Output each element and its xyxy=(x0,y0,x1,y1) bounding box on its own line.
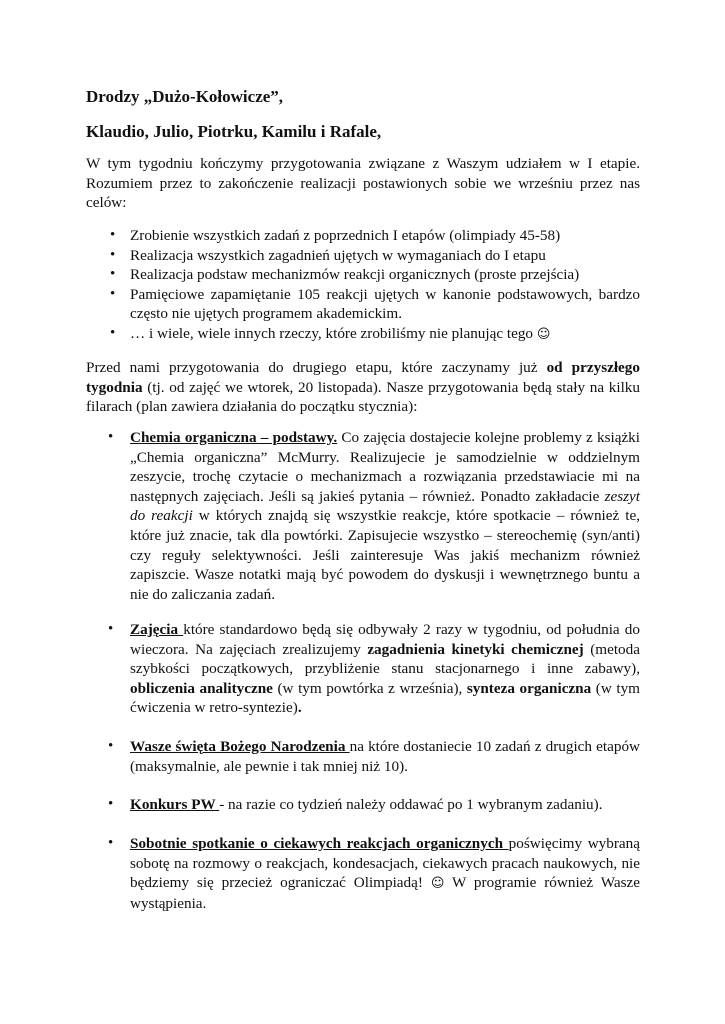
bullet-icon: • xyxy=(110,266,116,283)
smiley-icon: ☺ xyxy=(430,876,445,892)
list-item: • Pamięciowe zapamiętanie 105 reakcji ujętych w kanonie podstawowych, bardzo często nie ujętych programem akademickim. xyxy=(110,285,640,323)
section-classes: • Zajęcia które standardowo będą się odbywały 2 razy w tygodniu, od południa do wieczora. Na zajęciach zrealizujemy zagadnienia kinetyki chemicznej (metoda szybkości początkowych, przybliżenie stanu stacjonarnego i inne zabawy), obliczenia analityczne (w tym powtórka z września), synteza organiczna (w tym ćwiczenia w retro-syntezie). xyxy=(108,621,640,717)
bullet-icon: • xyxy=(108,621,114,637)
bullet-icon: • xyxy=(110,246,116,263)
intro-paragraph: W tym tygodniu kończymy przygotowania związane z Waszym udziałem w I etapie. Rozumiem przez to zakończenie realizacji postawionych sobie we wrześniu przez nas celów: xyxy=(86,155,640,211)
section-title: Sobotnie spotkanie o ciekawych reakcjach organicznych xyxy=(130,835,509,852)
smiley-icon: ☺ xyxy=(536,326,551,342)
section-pw-contest: • Konkurs PW - na razie co tydzień należy oddawać po 1 wybranym zadaniu). xyxy=(108,796,603,813)
list-item: • Realizacja podstaw mechanizmów reakcji organicznych (proste przejścia) xyxy=(110,266,580,284)
section-title: Wasze święta Bożego Narodzenia xyxy=(130,738,350,755)
list-item: • Realizacja wszystkich zagadnień ujętych w wymaganiach do I etapu xyxy=(110,246,546,264)
section-title: Zajęcia xyxy=(130,621,184,638)
bullet-icon: • xyxy=(108,738,114,754)
section-title: Konkurs PW xyxy=(130,796,220,813)
list-item: • Zrobienie wszystkich zadań z poprzednich I etapów (olimpiady 45-58) xyxy=(110,227,561,244)
bullet-icon: • xyxy=(110,227,116,243)
greeting-line-1: Drodzy „Dużo-Kołowicze”, xyxy=(86,87,284,106)
section-title: Chemia organiczna – podstawy. xyxy=(130,429,338,446)
list-item: • … i wiele, wiele innych rzeczy, które zrobiliśmy nie planując tego ☺ xyxy=(110,324,551,342)
bullet-icon: • xyxy=(110,285,116,302)
plan-paragraph: Przed nami przygotowania do drugiego etapu, które zaczynamy już od przyszłego tygodnia (tj. od zajęć we wtorek, 20 listopada). Nasze przygotowania będą stały na kilku filarach (plan zawiera działania do początku stycznia): xyxy=(86,359,640,415)
greeting-line-2: Klaudio, Julio, Piotrku, Kamilu i Rafale, xyxy=(86,122,382,141)
section-saturday-meeting: • Sobotnie spotkanie o ciekawych reakcjach organicznych poświęcimy wybraną sobotę na rozmowy o reakcjach, kondesacjach, ciekawych pracach naukowych, nie będziemy się przecież ograniczać Olimpiadą! ☺ W programie również Wasze wystąpienia. xyxy=(108,835,640,912)
section-christmas: • Wasze święta Bożego Narodzenia na które dostaniecie 10 zadań z drugich etapów (maksymalnie, ale pewnie i tak mniej niż 10). xyxy=(108,738,641,775)
bullet-icon: • xyxy=(108,835,114,851)
bullet-icon: • xyxy=(108,429,114,445)
bullet-icon: • xyxy=(108,796,114,812)
bullet-icon: • xyxy=(110,324,116,341)
goals-list xyxy=(110,226,640,345)
section-organic-chemistry: • Chemia organiczna – podstawy. Co zajęcia dostajecie kolejne problemy z książki „Chemia organiczna” McMurry. Realizujecie je samodzielnie w oddzielnym zeszycie, trochę czytacie o mechanizmach a rozwiązania przedstawiacie mi na następnych zajęciach. Jeśli są jakieś pytania – również. Ponadto zakładacie zeszyt do reakcji w których znajdą się wszystkie reakcje, które spotkacie – również te, które już znacie, tak dla powtórki. Zapisujecie wszystko – stereochemię (syn/anti) czy reguły selektywności. Jeśli zainteresuje Was jakiś mechanizm również zapiszcie. Wasze notatki mają być powodem do dyskusji i wewnętrznego buntu a nie do zaliczania zadań. xyxy=(108,429,640,603)
